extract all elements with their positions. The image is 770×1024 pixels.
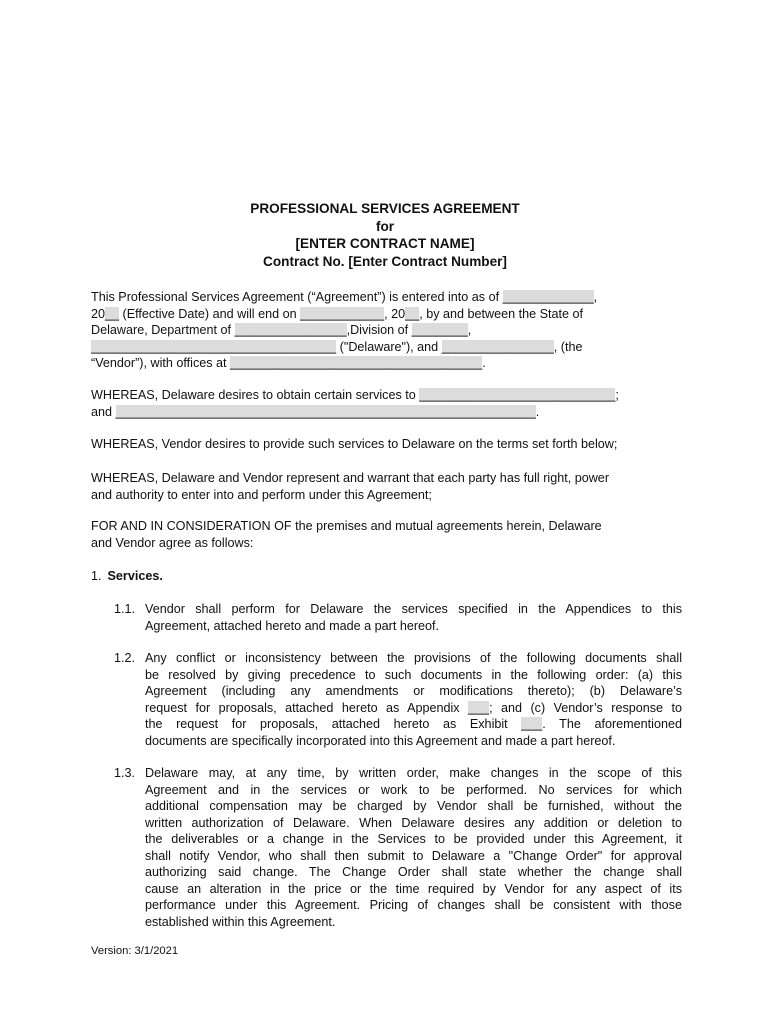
services-purpose-field[interactable]: ____________________________ xyxy=(419,388,616,402)
exhibit-field[interactable]: ___ xyxy=(521,717,543,731)
intro-text: (Effective Date) and will end on xyxy=(119,306,297,321)
whereas-1-paragraph xyxy=(91,387,691,420)
title-contract-name: [ENTER CONTRACT NAME] xyxy=(295,236,475,251)
intro-text: This Professional Services Agreement (“Agreement”) is entered into as of xyxy=(91,290,500,304)
consideration-paragraph xyxy=(91,518,691,551)
subsection-line: Delaware may, at any time, by written order, make changes in the scope of this xyxy=(145,766,682,780)
subsection-line: be resolved by giving precedence to such documents in the following order: (a) this xyxy=(145,667,682,682)
title-contract-number: Contract No. [Enter Contract Number] xyxy=(263,253,507,269)
division-field[interactable]: ________ xyxy=(411,323,468,337)
subsection-text: the request for proposals, attached hereto as Exhibit xyxy=(145,717,508,731)
subsection-line: Agreement (including any amendments or modifications thereto); (b) Delaware’s xyxy=(145,684,682,698)
subsection-line: documents are specifically incorporated into this Agreement and made a part hereof. xyxy=(145,733,616,748)
agreement-date-field[interactable]: _____________ xyxy=(502,290,594,304)
whereas-3-paragraph xyxy=(91,470,691,503)
whereas-punct: . xyxy=(535,404,540,419)
vendor-name-field[interactable]: ________________ xyxy=(441,339,554,354)
whereas-text: WHEREAS, Delaware desires to obtain certain services to xyxy=(91,388,416,402)
subsection-text: request for proposals, attached hereto as Appendix xyxy=(145,700,460,715)
effective-year-field[interactable]: __ xyxy=(105,306,120,321)
section-number: 1. xyxy=(91,569,102,583)
section-1-heading xyxy=(91,568,163,585)
subsection-line: additional compensation may be charged by Vendor shall be furnished, without the xyxy=(145,799,682,813)
subsection-number: 1.1. xyxy=(114,602,136,616)
subsection-line: established within this Agreement. xyxy=(145,914,336,929)
whereas-punct: ; xyxy=(615,388,619,402)
whereas-2-paragraph xyxy=(91,436,691,453)
intro-paragraph xyxy=(91,289,691,372)
consideration-line: and Vendor agree as follows: xyxy=(91,535,254,550)
whereas-3-line: WHEREAS, Delaware and Vendor represent and warrant that each party has full right, power xyxy=(91,471,610,485)
intro-text: , 20 xyxy=(384,306,406,321)
subsection-text: ; and (c) Vendor’s response to xyxy=(489,700,683,715)
appendix-field[interactable]: ___ xyxy=(468,700,490,715)
whereas-3-line: and authority to enter into and perform under this Agreement; xyxy=(91,487,432,502)
subsection-number: 1.3. xyxy=(114,766,136,780)
intro-punct: , xyxy=(593,290,598,304)
section-1-3 xyxy=(114,765,684,931)
subsection-line: cause an alteration in the price or the time required by Vendor for any aspect of its xyxy=(145,881,682,896)
intro-punct: , xyxy=(467,323,472,337)
intro-text: ,Division of xyxy=(346,323,409,337)
whereas-text: and xyxy=(91,404,113,419)
subsection-line: written authorization of Delaware. When Delaware desires any addition or deletion to xyxy=(145,815,682,830)
subsection-line: Any conflict or inconsistency between the provisions of the following documents shall xyxy=(145,651,682,665)
intro-text: 20 xyxy=(91,306,106,321)
title-line-1: PROFESSIONAL SERVICES AGREEMENT xyxy=(250,201,520,216)
delaware-entity-field[interactable]: ___________________________________ xyxy=(91,339,337,354)
subsection-line: Agreement, attached hereto and made a part hereof. xyxy=(145,618,440,633)
services-purpose-field-2[interactable]: ____________________________________________________________ xyxy=(115,404,536,419)
subsection-number: 1.2. xyxy=(114,651,136,665)
end-year-field[interactable]: __ xyxy=(405,306,420,321)
subsection-line: the deliverables or a change in the Services to be provided under this Agreement, it xyxy=(145,832,682,846)
whereas-2-text: WHEREAS, Vendor desires to provide such services to Delaware on the terms set forth below; xyxy=(91,437,618,451)
section-1-2 xyxy=(114,650,684,750)
intro-punct: . xyxy=(482,356,486,370)
version-footer: Version: 3/1/2021 xyxy=(91,945,179,957)
section-1-1 xyxy=(114,601,684,635)
document-title xyxy=(0,200,770,270)
section-title: Services. xyxy=(107,569,163,583)
consideration-line: FOR AND IN CONSIDERATION OF the premises and mutual agreements herein, Delaware xyxy=(91,519,602,533)
intro-text: , by and between the State of xyxy=(419,306,584,321)
end-date-field[interactable]: ____________ xyxy=(300,306,385,321)
subsection-line: shall notify Vendor, who shall then submit to Delaware a "Change Order" for approval xyxy=(145,848,682,863)
intro-text: “Vendor”), with offices at xyxy=(91,356,227,370)
subsection-line: authorizing said change. The Change Order shall state whether the change shall xyxy=(145,865,682,879)
intro-text: , (the xyxy=(553,339,583,354)
vendor-address-field[interactable]: ____________________________________ xyxy=(230,356,483,370)
subsection-text: . The aforementioned xyxy=(542,717,682,731)
intro-text: ("Delaware"), and xyxy=(336,339,439,354)
subsection-line: Vendor shall perform for Delaware the services specified in the Appendices to this xyxy=(145,602,682,616)
subsection-line: performance under this Agreement. Pricing of changes shall be consistent with those xyxy=(145,898,682,912)
intro-text: Delaware, Department of xyxy=(91,323,231,337)
title-line-2: for xyxy=(375,218,395,234)
subsection-line: Agreement and in the services or work to be performed. No services for which xyxy=(145,782,682,797)
department-field[interactable]: ________________ xyxy=(234,323,347,337)
